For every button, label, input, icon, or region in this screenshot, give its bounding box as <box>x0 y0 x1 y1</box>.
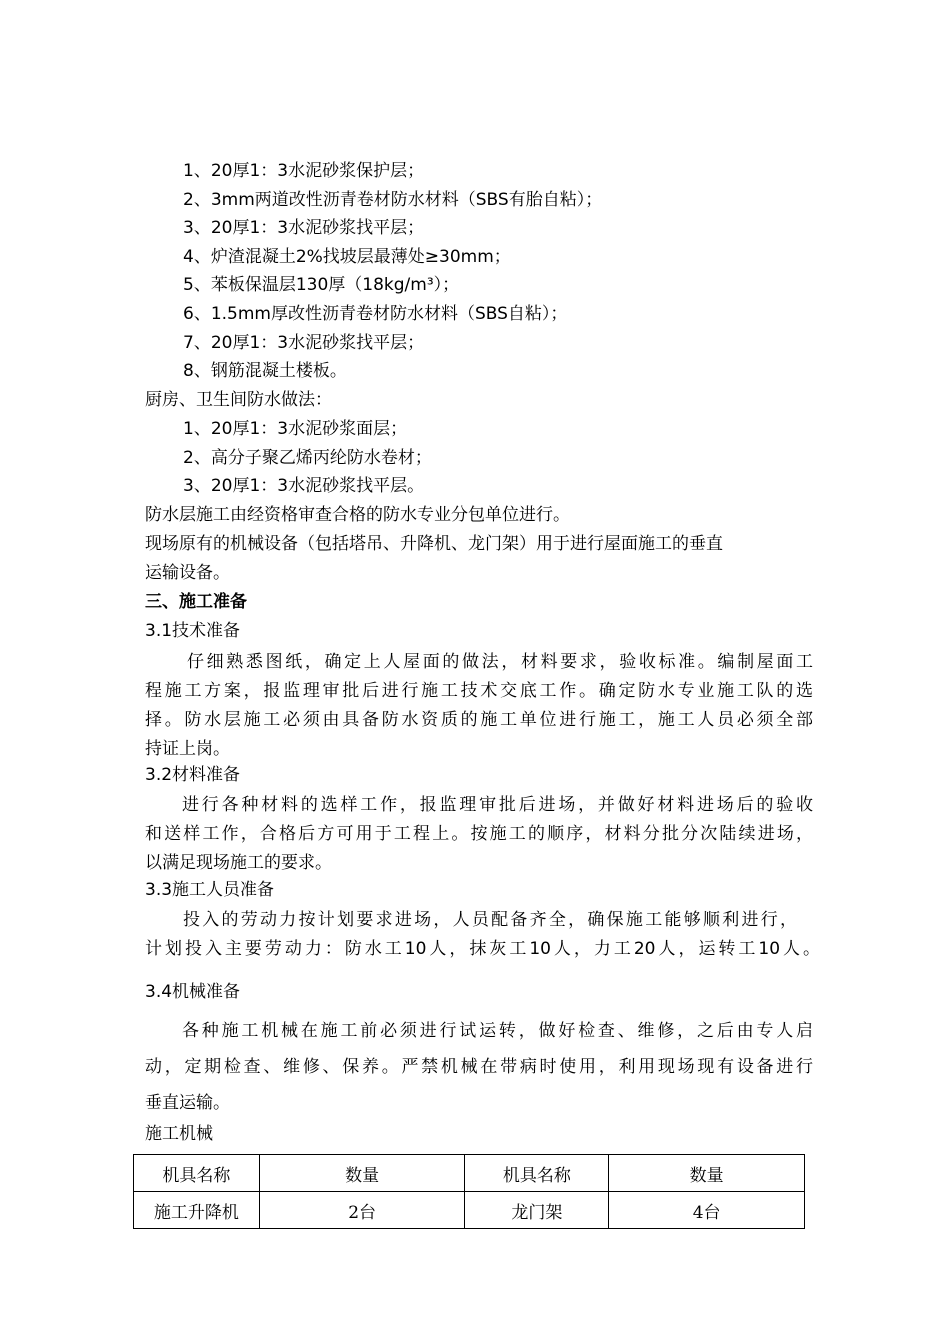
table-row <box>134 1192 805 1229</box>
table-cell: 2台 <box>259 1192 465 1229</box>
s32-paragraph <box>145 791 813 878</box>
roof-layer-2: 2、3mm两道改性沥青卷材防水材料（SBS有胎自粘）； <box>183 190 603 210</box>
s33-title: 3.3施工人员准备 <box>145 880 275 900</box>
section-3-title: 三、施工准备 <box>145 592 247 612</box>
s33-line-1: 投入的劳动力按计划要求进场，人员配备齐全，确保施工能够顺利进行， <box>183 910 797 930</box>
s33-line-2: 计划投入主要劳动力：防水工10人，抹灰工10人，力工20人，运转工10人。 <box>145 939 820 959</box>
machinery-title: 施工机械 <box>145 1124 213 1144</box>
s32-title: 3.2材料准备 <box>145 765 241 785</box>
subcontract-note: 防水层施工由经资格审查合格的防水专业分包单位进行。 <box>145 505 570 525</box>
roof-layer-8: 8、钢筋混凝土楼板。 <box>183 361 347 381</box>
header-cell: 数量 <box>609 1155 805 1192</box>
kitchen-layer-2: 2、高分子聚乙烯丙纶防水卷材； <box>183 448 432 468</box>
header-cell: 数量 <box>259 1155 465 1192</box>
table-cell: 龙门架 <box>465 1192 609 1229</box>
s32-line-3: 以满足现场施工的要求。 <box>145 853 332 873</box>
equipment-note-line-1: 现场原有的机械设备（包括塔吊、升降机、龙门架）用于进行屋面施工的垂直 <box>145 534 723 554</box>
roof-layer-3: 3、20厚1：3水泥砂浆找平层； <box>183 218 425 238</box>
roof-layer-1: 1、20厚1：3水泥砂浆保护层； <box>183 161 425 181</box>
s34-line-1: 各种施工机械在施工前必须进行试运转，做好检查、维修，之后由专人启 <box>182 1021 813 1041</box>
s33-paragraph <box>145 906 820 964</box>
roof-layer-7: 7、20厚1：3水泥砂浆找平层； <box>183 333 425 353</box>
s34-line-3: 垂直运输。 <box>145 1093 230 1113</box>
table-cell: 施工升降机 <box>134 1192 260 1229</box>
s32-line-1: 进行各种材料的选样工作，报监理审批后进场，并做好材料进场后的验收 <box>182 795 813 815</box>
roof-layer-5: 5、苯板保温层130厚（18kg/m³）； <box>183 275 460 295</box>
roof-layer-6: 6、1.5mm厚改性沥青卷材防水材料（SBS自粘）； <box>183 304 568 324</box>
kitchen-layer-3: 3、20厚1：3水泥砂浆找平层。 <box>183 476 425 496</box>
s32-line-2: 和送样工作，合格后方可用于工程上。按施工的顺序，材料分批分次陆续进场， <box>145 824 813 844</box>
table-header-row <box>134 1155 805 1192</box>
equipment-note-line-2: 运输设备。 <box>145 563 230 583</box>
machinery-table <box>133 1154 805 1229</box>
kitchen-heading: 厨房、卫生间防水做法： <box>145 390 332 410</box>
roof-layer-4: 4、炉渣混凝土2%找坡层最薄处≥30mm； <box>183 247 511 267</box>
header-cell: 机具名称 <box>134 1155 260 1192</box>
kitchen-layer-1: 1、20厚1：3水泥砂浆面层； <box>183 419 408 439</box>
table-cell: 4台 <box>609 1192 805 1229</box>
s31-line-4: 持证上岗。 <box>145 739 230 759</box>
s31-paragraph <box>145 648 813 764</box>
s31-line-3: 择。防水层施工必须由具备防水资质的施工单位进行施工，施工人员必须全部 <box>145 710 813 730</box>
s34-paragraph <box>145 1013 813 1121</box>
s34-line-2: 动，定期检查、维修、保养。严禁机械在带病时使用，利用现场现有设备进行 <box>145 1057 813 1077</box>
s31-line-1: 仔细熟悉图纸，确定上人屋面的做法，材料要求，验收标准。编制屋面工 <box>187 652 813 672</box>
s31-title: 3.1技术准备 <box>145 621 241 641</box>
s34-title: 3.4机械准备 <box>145 982 241 1002</box>
s31-line-2: 程施工方案，报监理审批后进行施工技术交底工作。确定防水专业施工队的选 <box>145 681 813 701</box>
header-cell: 机具名称 <box>465 1155 609 1192</box>
